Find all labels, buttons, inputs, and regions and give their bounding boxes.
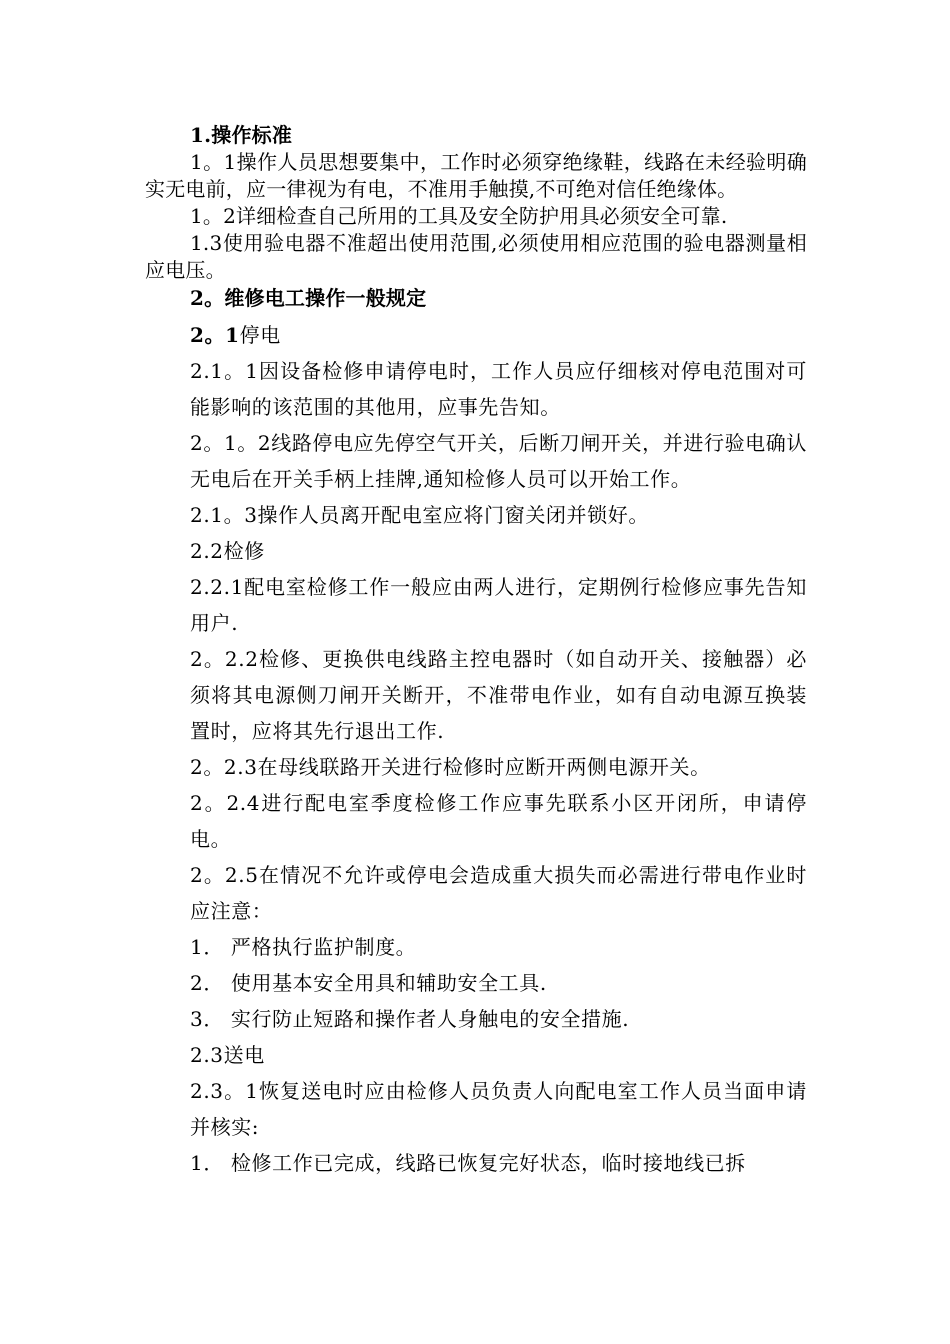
paragraph-2-3-1: 2.3。1恢复送电时应由检修人员负责人向配电室工作人员当面申请并核实:	[190, 1079, 807, 1139]
paragraph-2-2-1: 2.2.1配电室检修工作一般应由两人进行，定期例行检修应事先告知用户.	[190, 575, 807, 635]
paragraph-1-1: 1。1操作人员思想要集中，工作时必须穿绝缘鞋，线路在未经验明确实无电前，应一律视为有电，不准用手触摸,不可绝对信任绝缘体。	[145, 150, 807, 201]
paragraph-1-2: 1。2详细检查自己所用的工具及安全防护用具必须安全可靠.	[190, 204, 728, 228]
list-item-2-3-1-1: 1． 检修工作已完成，线路已恢复完好状态，临时接地线已拆	[190, 1151, 746, 1175]
paragraph-2-2-3: 2。2.3在母线联路开关进行检修时应断开两侧电源开关。	[190, 755, 711, 779]
paragraph-2-2-4: 2。2.4进行配电室季度检修工作应事先联系小区开闭所，申请停电。	[190, 791, 807, 851]
list-item-2-2-5-1: 1． 严格执行监护制度。	[190, 935, 417, 959]
list-item-2-2-5-2: 2． 使用基本安全用具和辅助安全工具.	[190, 971, 547, 995]
paragraph-2-2-2: 2。2.2检修、更换供电线路主控电器时（如自动开关、接触器）必须将其电源侧刀闸开关断开，不准带电作业，如有自动电源互换装置时，应将其先行退出工作.	[190, 647, 807, 743]
subsection-2-1-heading	[145, 317, 807, 353]
paragraph-2-1-1: 2.1。1因设备检修申请停电时，工作人员应仔细核对停电范围对可能影响的该范围的其他用，应事先告知。	[190, 359, 807, 419]
subsection-2-2-heading: 2.2检修	[190, 539, 265, 563]
paragraph-1-3: 1.3使用验电器不准超出使用范围,必须使用相应范围的验电器测量相应电压。	[145, 231, 807, 282]
document-body	[145, 122, 807, 1181]
list-item-2-2-5-3: 3． 实行防止短路和操作者人身触电的安全措施.	[190, 1007, 630, 1031]
paragraph-2-2-5: 2。2.5在情况不允许或停电会造成重大损失而必需进行带电作业时应注意：	[190, 863, 807, 923]
paragraph-2-1-3: 2.1。3操作人员离开配电室应将门窗关闭并锁好。	[190, 503, 649, 527]
section-2-heading: 2。维修电工操作一般规定	[190, 286, 427, 310]
section-1-heading: 1.操作标准	[190, 123, 293, 147]
subsection-2-3-heading: 2.3送电	[190, 1043, 265, 1067]
subsection-2-1-title: 停电	[239, 323, 281, 347]
paragraph-2-1-2: 2。1。2线路停电应先停空气开关，后断刀闸开关，并进行验电确认无电后在开关手柄上挂牌,通知检修人员可以开始工作。	[190, 431, 807, 491]
subsection-2-1-number: 2。1	[190, 323, 240, 347]
